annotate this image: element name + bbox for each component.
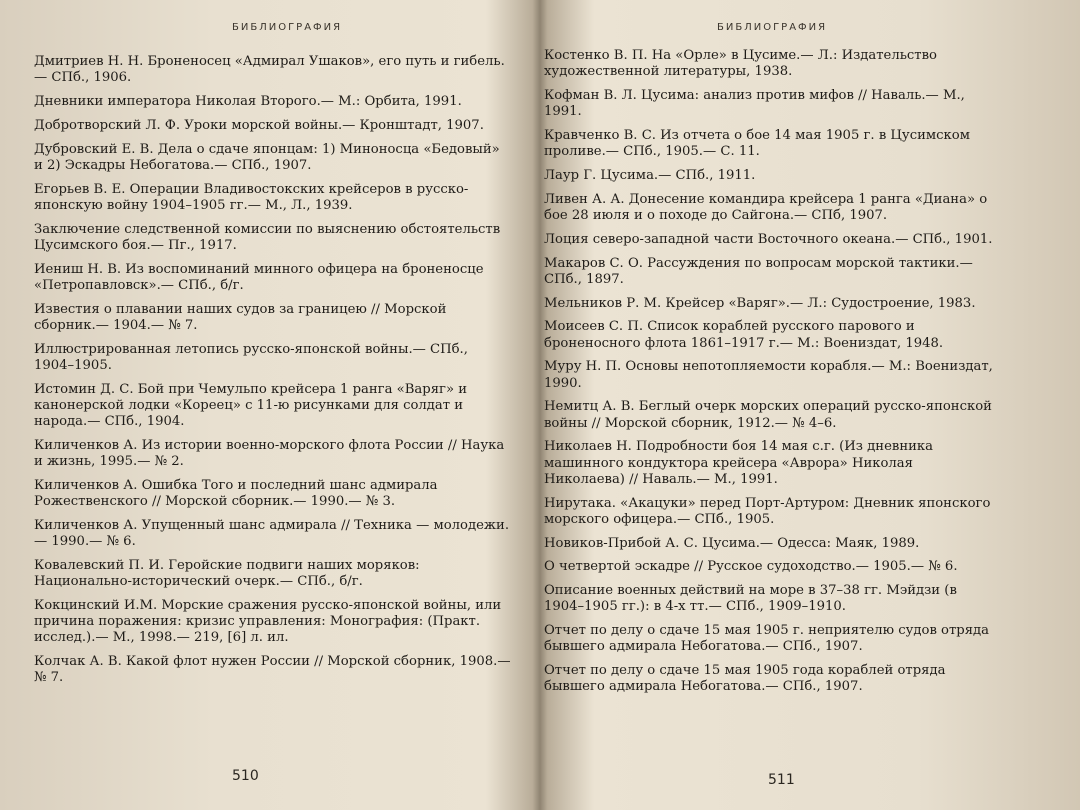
bibliography-entry: Известия о плавании наших судов за границею // Морской сборник.— 1904.— № 7. [34, 301, 447, 333]
bibliography-entry: Истомин Д. С. Бой при Чемульпо крейсера 1 ранга «Варяг» и канонерской лодки «Кореец» с 11-ю рисунками для солдат и народа.— СПб., 1904. [34, 381, 467, 429]
bibliography-entry: Ливен А. А. Донесение командира крейсера 1 ранга «Диана» о бое 28 июля и о походе до Сайгона.— СПб, 1907. [544, 191, 988, 223]
right-page [542, 0, 1080, 810]
bibliography-entry: Добротворский Л. Ф. Уроки морской войны.— Кронштадт, 1907. [34, 117, 484, 133]
bibliography-entry: Нирутака. «Акацуки» перед Порт-Артуром: Дневник японского морского офицера.— СПб., 1905. [544, 495, 991, 527]
page-number: 511 [768, 772, 795, 788]
bibliography-entry: Заключение следственной комиссии по выяснению обстоятельств Цусимского боя.— Пг., 1917. [34, 221, 501, 253]
running-head: БИБЛИОГРАФИЯ [717, 22, 828, 33]
running-head: БИБЛИОГРАФИЯ [232, 22, 343, 33]
bibliography-entry: Муру Н. П. Основы непотопляемости корабля.— М.: Воениздат, 1990. [544, 359, 993, 391]
bibliography-entry: Макаров С. О. Рассуждения по вопросам морской тактики.— СПб., 1897. [544, 255, 973, 287]
bibliography-entry: Мельников Р. М. Крейсер «Варяг».— Л.: Судостроение, 1983. [544, 295, 976, 311]
bibliography-entry: Отчет по делу о сдаче 15 мая 1905 года кораблей отряда бывшего адмирала Небогатова.— СПб., 1907. [544, 663, 946, 695]
bibliography-entry: Костенко В. П. На «Орле» в Цусиме.— Л.: Издательство художественной литературы, 1938. [544, 48, 937, 80]
bibliography-entry: Киличенков А. Из истории военно-морского флота России // Наука и жизнь, 1995.— № 2. [34, 437, 505, 469]
bibliography-entry: Кофман В. Л. Цусима: анализ против мифов // Наваль.— М., 1991. [544, 88, 965, 120]
bibliography-entry: Отчет по делу о сдаче 15 мая 1905 г. неприятелю судов отряда бывшего адмирала Небогатова.— СПб., 1907. [544, 623, 990, 655]
bibliography-entry: Киличенков А. Упущенный шанс адмирала // Техника — молодежи.— 1990.— № 6. [34, 517, 510, 549]
bibliography-entry: Киличенков А. Ошибка Того и последний шанс адмирала Рожественского // Морской сборник.— 1990.— № 3. [34, 477, 438, 509]
bibliography-list [34, 54, 512, 694]
page-number: 510 [232, 768, 259, 784]
bibliography-entry: Дневники императора Николая Второго.— М.: Орбита, 1991. [34, 94, 462, 109]
bibliography-entry: Новиков-Прибой А. С. Цусима.— Одесса: Маяк, 1989. [544, 535, 920, 551]
bibliography-entry: Колчак А. В. Какой флот нужен России // Морской сборник, 1908.— № 7. [34, 654, 511, 686]
bibliography-list [544, 48, 998, 703]
bibliography-entry: Иллюстрированная летопись русско-японской войны.— СПб., 1904–1905. [34, 341, 468, 373]
bibliography-entry: Егорьев В. Е. Операции Владивостокских крейсеров в русско-японскую войну 1904–1905 гг.— М., Л., 1939. [34, 181, 469, 213]
left-page [0, 0, 538, 810]
bibliography-entry: Кравченко В. С. Из отчета о бое 14 мая 1905 г. в Цусимском проливе.— СПб., 1905.— С. 11. [544, 128, 970, 160]
bibliography-entry: Иениш Н. В. Из воспоминаний минного офицера на броненосце «Петропавловск».— СПб., б/г. [34, 261, 484, 293]
bibliography-entry: Лоция северо-западной части Восточного океана.— СПб., 1901. [544, 231, 993, 247]
bibliography-entry: Дубровский Е. В. Дела о сдаче японцам: 1) Миноносца «Бедовый» и 2) Эскадры Небогатова.— СПб., 1907. [34, 141, 500, 173]
bibliography-entry: Дмитриев Н. Н. Броненосец «Адмирал Ушаков», его путь и гибель.— СПб., 1906. [34, 54, 505, 86]
bibliography-entry: Ковалевский П. И. Геройские подвиги наших моряков: Национально-исторический очерк.— СПб., б/г. [34, 557, 420, 589]
bibliography-entry: Кокцинский И.М. Морские сражения русско-японской войны, или причина поражения: кризис управления: Монография: (Практ. исслед.).— М., 1998.— 219, [6] л. ил. [34, 597, 502, 646]
bibliography-entry: Описание военных действий на море в 37–38 гг. Мэйдзи (в 1904–1905 гг.): в 4-х тт.— СПб., 1909–1910. [544, 583, 957, 615]
bibliography-entry: О четвертой эскадре // Русское судоходство.— 1905.— № 6. [544, 559, 958, 575]
bibliography-entry: Немитц А. В. Беглый очерк морских операций русско-японской войны // Морской сборник, 1912.— № 4–6. [544, 399, 992, 431]
bibliography-entry: Лаур Г. Цусима.— СПб., 1911. [544, 168, 756, 183]
bibliography-entry: Николаев Н. Подробности боя 14 мая с.г. (Из дневника машинного кондуктора крейсера «Аврора» Николая Николаева) // Наваль.— М., 1991. [544, 439, 934, 487]
bibliography-entry: Моисеев С. П. Список кораблей русского парового и броненосного флота 1861–1917 г.— М.: Воениздат, 1948. [544, 319, 944, 351]
